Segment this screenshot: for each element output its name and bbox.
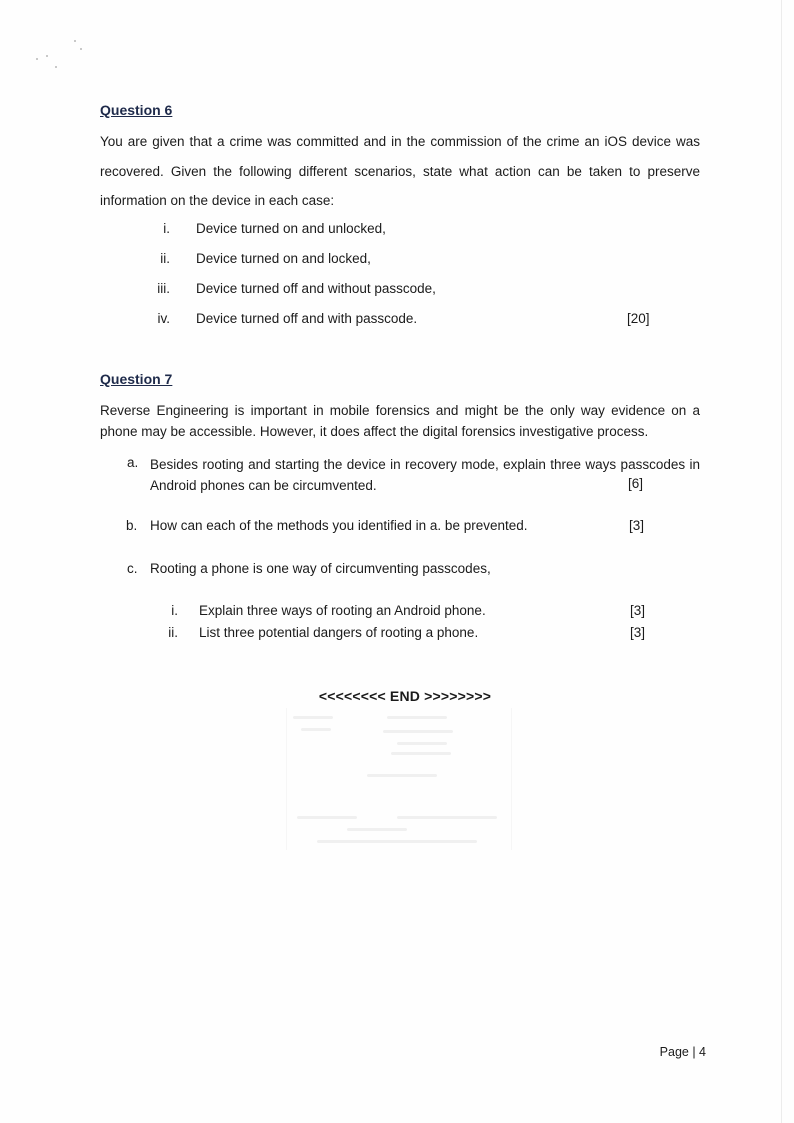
question-7-heading: Question 7: [100, 371, 173, 387]
part-text: How can each of the methods you identified in a. be prevented.: [150, 518, 528, 533]
part-label: c.: [127, 561, 138, 576]
page-edge: [781, 0, 782, 1123]
page-number: Page | 4: [659, 1045, 706, 1059]
subpart-number: i.: [171, 603, 178, 618]
part-marks: [6]: [628, 476, 644, 491]
subpart-marks: [3]: [630, 625, 646, 640]
part-text: Besides rooting and starting the device in recovery mode, explain three ways passcodes in Android phones can be circumvented.: [150, 457, 700, 493]
list-item-number: iii.: [157, 281, 170, 296]
subpart-number: ii.: [168, 625, 178, 640]
list-item-text: Device turned off and with passcode.: [196, 311, 418, 326]
list-item-number: iv.: [157, 311, 170, 326]
end-marker: <<<<<<<< END >>>>>>>>: [318, 688, 492, 704]
question-7-intro: Reverse Engineering is important in mobile forensics and might be the only way evidence on a phone may be accessible. However, it does affect the digital forensics investigative process.: [100, 403, 700, 439]
part-marks: [3]: [629, 518, 645, 533]
list-item-text: Device turned on and unlocked,: [196, 221, 386, 236]
part-text: Rooting a phone is one way of circumventing passcodes,: [150, 561, 491, 576]
question-6-heading: Question 6: [100, 102, 173, 118]
scan-specks: [30, 36, 90, 76]
question-6-marks: [20]: [627, 311, 650, 326]
list-item-number: ii.: [160, 251, 170, 266]
list-item-text: Device turned on and locked,: [196, 251, 371, 266]
faint-stamp: [286, 708, 512, 850]
subpart-text: Explain three ways of rooting an Android phone.: [199, 603, 486, 618]
list-item-number: i.: [163, 221, 170, 236]
part-label: a.: [127, 455, 139, 470]
question-6-intro: You are given that a crime was committed and in the commission of the crime an iOS device was recovered. Given the following different scenarios, state what action can be taken to preserve information on the device in each case:: [100, 134, 700, 208]
list-item-text: Device turned off and without passcode,: [196, 281, 436, 296]
part-label: b.: [126, 518, 138, 533]
subpart-marks: [3]: [630, 603, 646, 618]
subpart-text: List three potential dangers of rooting a phone.: [199, 625, 479, 640]
